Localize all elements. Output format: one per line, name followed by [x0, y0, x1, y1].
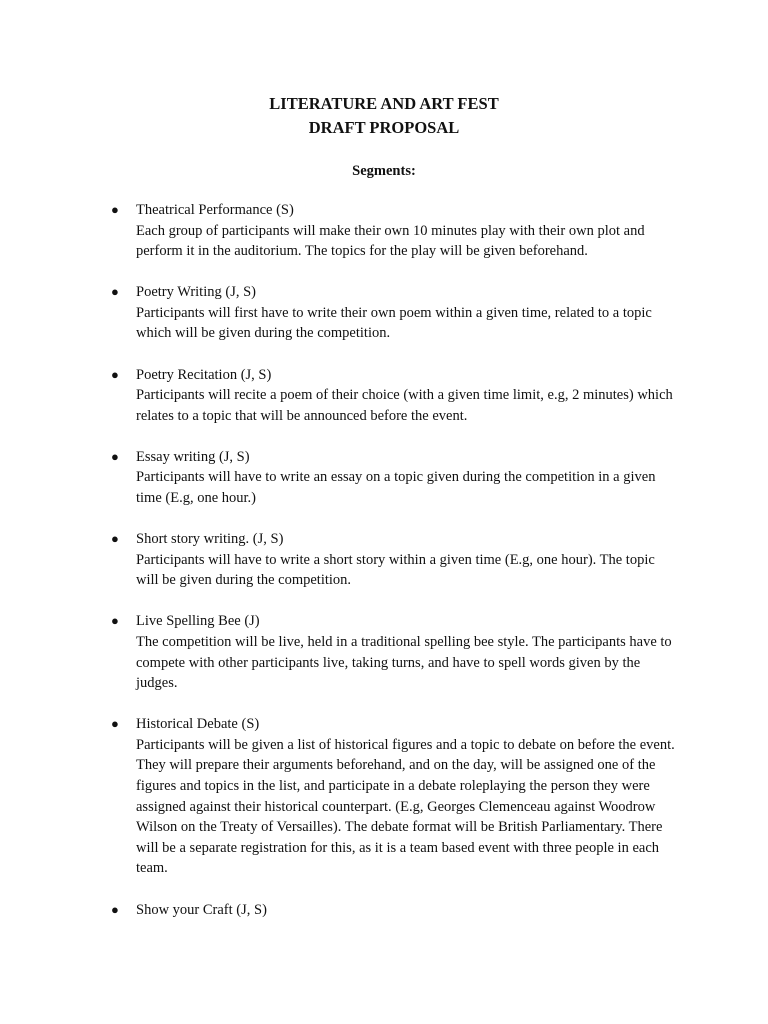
bullet-icon: ● — [111, 448, 119, 464]
segment-item — [0, 447, 768, 509]
segment-title: Essay writing (J, S) — [136, 448, 250, 465]
bullet-icon: ● — [111, 284, 119, 300]
segment-title: Theatrical Performance (S) — [136, 202, 294, 218]
segment-description: Participants will have to write an essay on a topic given during the competition in a given time (E.g, one hour.) — [136, 469, 656, 507]
segment-title: Short story writing. (J, S) — [136, 531, 284, 548]
segment-description: Participants will first have to write their own poem within a given time, related to a topic which will be given during the competition. — [136, 304, 652, 342]
bullet-icon: ● — [111, 202, 119, 217]
segment-description: Participants will be given a list of historical figures and a topic to debate on before the event. They will prepare their arguments beforehand, and on the day, will be assigned one of the figures and topics in the list, and participate in a debate roleplaying the person they were assigned against their historical counterpart. (E.g, Georges Clemenceau against Woodrow Wilson on the Treaty of Versailles). The debate format will be British Parliamentary. There will be a separate registration for this, as it is a team based event with three people in each team. — [136, 736, 675, 877]
segment-title: Historical Debate (S) — [136, 716, 260, 733]
segment-title: Poetry Writing (J, S) — [136, 284, 256, 301]
bullet-icon: ● — [111, 531, 119, 547]
segment-description: Participants will recite a poem of their choice (with a given time limit, e.g, 2 minutes) which relates to a topic that will be announced before the event. — [136, 387, 673, 424]
segment-item — [0, 714, 768, 879]
bullet-icon: ● — [111, 901, 119, 917]
segment-item — [0, 900, 768, 921]
bullet-icon: ● — [111, 366, 119, 382]
segment-item — [0, 529, 768, 591]
segment-description: Each group of participants will make their own 10 minutes play with their own plot and perform it in the auditorium. The topics for the play will be given beforehand. — [136, 222, 645, 260]
segment-item — [0, 365, 768, 427]
segment-title: Poetry Recitation (J, S) — [136, 366, 272, 383]
bullet-icon: ● — [111, 716, 119, 732]
segment-list — [0, 200, 768, 941]
segment-description: The competition will be live, held in a traditional spelling bee style. The participants have to compete with other participants live, taking turns, and have to spell words given by the judges. — [136, 634, 672, 692]
bullet-icon: ● — [111, 613, 119, 629]
segment-title: Show your Craft (J, S) — [136, 901, 267, 918]
segment-item — [0, 200, 768, 262]
segment-item — [0, 611, 768, 693]
document-subtitle: DRAFT PROPOSAL — [308, 118, 460, 137]
segments-heading: Segments: — [352, 163, 416, 179]
segment-description: Participants will have to write a short story within a given time (E.g, one hour). The topic will be given during the competition. — [136, 551, 655, 589]
document-title: LITERATURE AND ART FEST — [269, 94, 499, 113]
segment-title: Live Spelling Bee (J) — [136, 613, 260, 630]
segment-item — [0, 282, 768, 344]
